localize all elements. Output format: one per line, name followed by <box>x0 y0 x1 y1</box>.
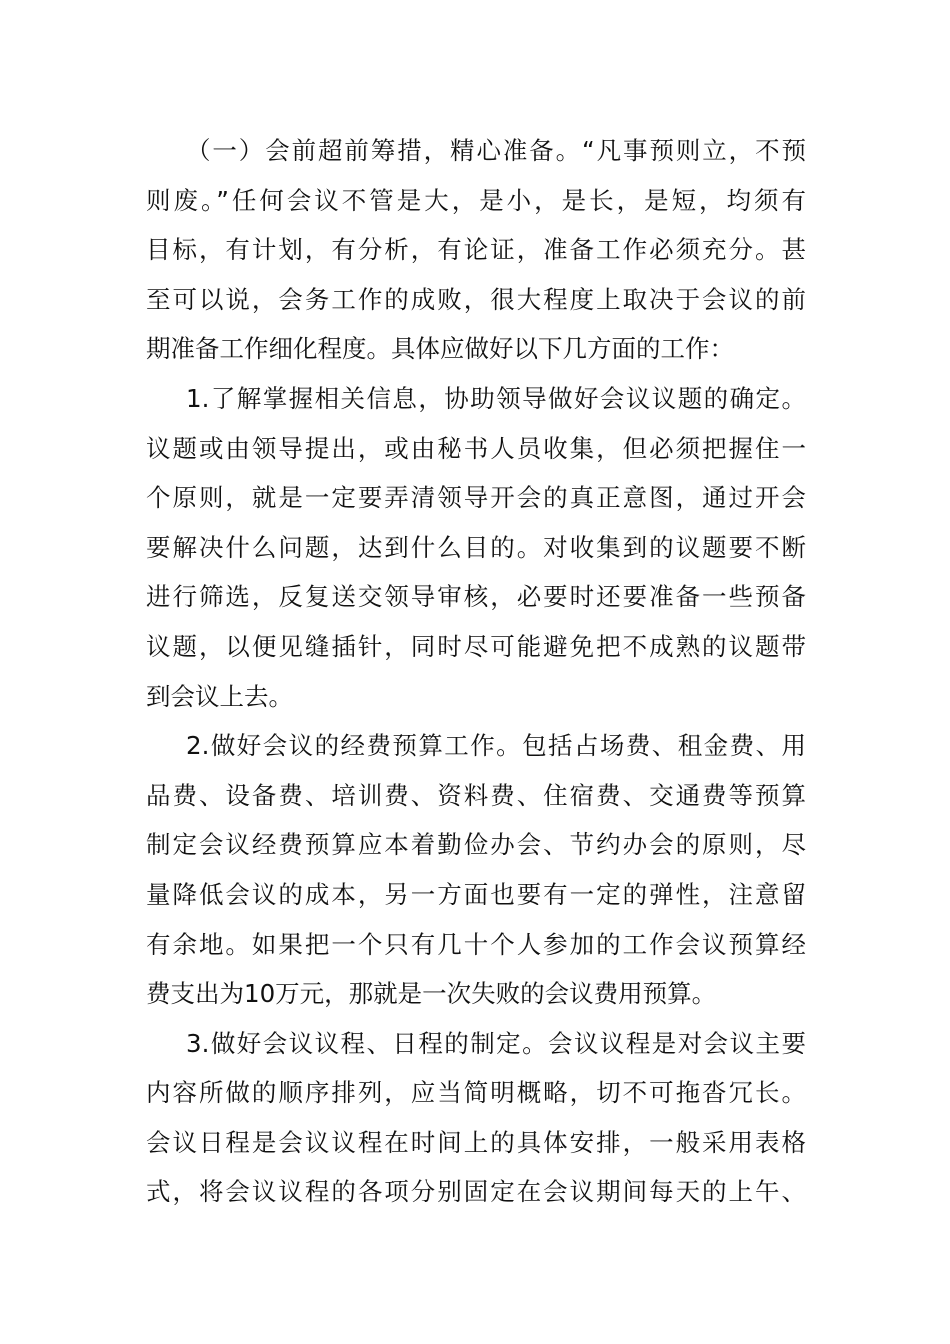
text-line: 进行筛选，反复送交领导审核，必要时还要准备一些预备 <box>146 582 806 612</box>
text-line: 2.做好会议的经费预算工作。包括占场费、租金费、用 <box>186 731 806 761</box>
text-line: 品费、设备费、培训费、资料费、住宿费、交通费等预算 <box>146 780 806 810</box>
text-line: 议题或由领导提出，或由秘书人员收集，但必须把握住一 <box>146 433 806 463</box>
text-line: 量降低会议的成本，另一方面也要有一定的弹性，注意留 <box>146 879 806 909</box>
text-line: 3.做好会议议程、日程的制定。会议议程是对会议主要 <box>186 1028 806 1058</box>
text-line: 1.了解掌握相关信息，协助领导做好会议议题的确定。 <box>186 383 806 413</box>
text-line: 则废。”任何会议不管是大，是小，是长，是短，均须有 <box>146 185 806 215</box>
text-line: 制定会议经费预算应本着勤俭办会、节约办会的原则，尽 <box>146 830 806 860</box>
text-line: 会议日程是会议议程在时间上的具体安排，一般采用表格 <box>146 1127 806 1157</box>
text-line: 期准备工作细化程度。具体应做好以下几方面的工作： <box>146 334 734 364</box>
text-line: 费支出为10万元，那就是一次失败的会议费用预算。 <box>146 979 717 1009</box>
text-line: 到会议上去。 <box>146 681 293 711</box>
paragraph-item-1 <box>146 374 806 721</box>
paragraph-item-3 <box>146 1019 806 1217</box>
text-line: 式，将会议议程的各项分别固定在会议期间每天的上午、 <box>146 1177 806 1207</box>
text-line: 个原则，就是一定要弄清领导开会的真正意图，通过开会 <box>146 483 806 513</box>
text-line: 议题，以便见缝插针，同时尽可能避免把不成熟的议题带 <box>146 631 806 661</box>
paragraph-item-2 <box>146 721 806 1019</box>
paragraph-preparation <box>146 126 806 374</box>
text-line: 内容所做的顺序排列，应当简明概略，切不可拖沓冗长。 <box>146 1078 806 1108</box>
text-line: 目标，有计划，有分析，有论证，准备工作必须充分。甚 <box>146 235 806 265</box>
text-line: 有余地。如果把一个只有几十个人参加的工作会议预算经 <box>146 929 806 959</box>
text-line: （一）会前超前筹措，精心准备。“凡事预则立，不预 <box>186 136 806 165</box>
text-line: 要解决什么问题，达到什么目的。对收集到的议题要不断 <box>146 532 806 562</box>
document-body <box>146 126 806 1217</box>
text-line: 至可以说，会务工作的成败，很大程度上取决于会议的前 <box>146 284 806 314</box>
